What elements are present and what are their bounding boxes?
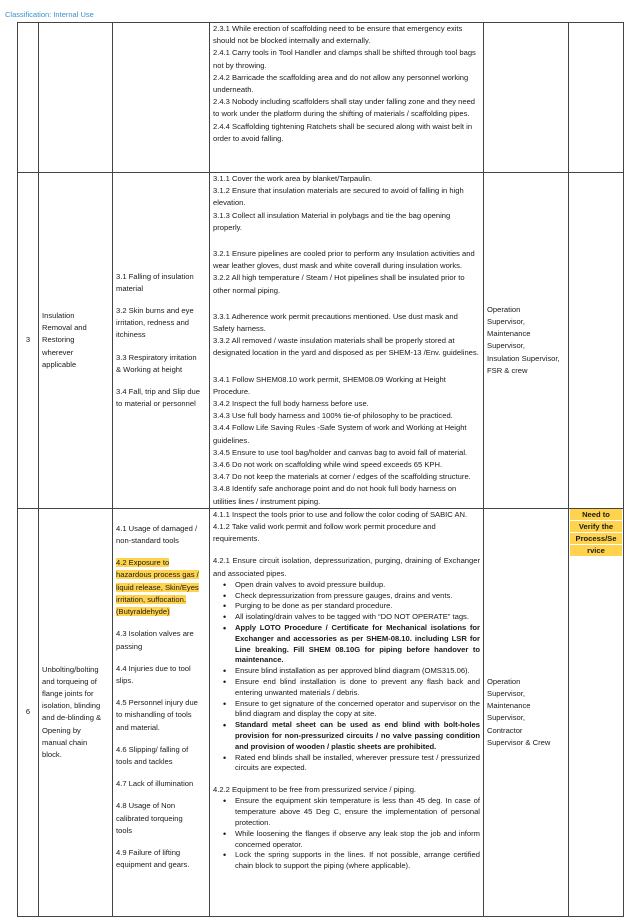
hazard-line: passing [116, 641, 143, 651]
responsible-line: Operation [487, 304, 521, 314]
control-line: 3.4.1 Follow SHEM08.10 work permit, SHEM08.09 Working at Height [213, 374, 446, 384]
hazard-line: hazardous process gas / [116, 570, 199, 580]
row-number: 6 [18, 508, 39, 916]
activity-line: Insulation [42, 310, 75, 320]
verify-line: Process/Se [570, 533, 622, 544]
verify-line: rvice [570, 545, 622, 556]
control-line: 4.1.2 Take valid work permit and follow work permit procedure and [213, 522, 436, 532]
control-line: 3.4.3 Use full body harness and 100% tie-of philosophy to be practiced. [213, 411, 453, 421]
control-measures-cell [210, 23, 484, 173]
responsible-cell [484, 173, 569, 509]
control-line: 3.4.7 Do not keep the materials at corner / edges of the scaffolding structure. [213, 472, 471, 482]
classification-label: Classification: Internal Use [5, 10, 94, 19]
section-4-2-1-title: 4.2.1 Ensure circuit isolation, depressurization, purging, draining of Exchanger and associated pipes. [213, 556, 480, 578]
responsible-line: Operation [487, 676, 521, 686]
bullet-item: • Purging to be done as per standard procedure. [235, 601, 480, 612]
bullet-item: • Ensure to get signature of the concerned operator and supervisor on the blind diagram and display the copy at site. [235, 699, 480, 721]
verify-line: Verify the [570, 521, 622, 532]
hazard-line: itchiness [116, 330, 146, 340]
activity-line: and de-blinding & [42, 713, 102, 723]
control-line: 3.4.2 Inspect the full body harness before use. [213, 399, 369, 409]
section-4-2-2-bullets [213, 796, 480, 872]
verify-cell [569, 23, 624, 173]
control-line: 3.2.2 All high temperature / Steam / Hot pipelines shall be insulated prior to [213, 273, 465, 283]
risk-assessment-table [17, 22, 624, 917]
responsible-cell [484, 508, 569, 916]
hazard-line: and material. [116, 722, 160, 732]
bullet-item: • Ensure blind installation as per approved blind diagram (OMS315.06). [235, 666, 480, 677]
hazard-cell [113, 173, 210, 509]
bullet-item: • Check depressurization from pressure gauges, drains and vents. [235, 591, 480, 602]
hazard-line: (Butyraldehyde) [116, 607, 170, 617]
control-line: other normal piping. [213, 285, 281, 295]
hazard-item [116, 697, 206, 734]
hazard-line: 4.4 Injuries due to tool [116, 663, 191, 673]
hazard-item [116, 663, 206, 687]
verify-cell [569, 508, 624, 916]
control-line: 3.4.4 Follow Life Saving Rules -Safe System of work and Working at Height [213, 423, 467, 433]
section-4-2-1-bullets [213, 580, 480, 774]
control-line: 3.4.6 Do not work on scaffolding while wind speed exceeds 65 KPH. [213, 460, 443, 470]
responsible-line: Insulation Supervisor, [487, 353, 560, 363]
hazard-line: 4.5 Personnel injury due [116, 698, 198, 708]
responsible-line: Contractor [487, 725, 523, 735]
responsible-line: Supervisor, [487, 688, 525, 698]
responsible-text [487, 304, 565, 377]
control-line: 3.2.1 Ensure pipelines are cooled prior to perform any Insulation activities and [213, 249, 475, 259]
responsible-line: Maintenance [487, 701, 531, 711]
verify-cell [569, 173, 624, 509]
activity-line: Unbolting/bolting [42, 664, 99, 674]
bullet-item: • Ensure the equipment skin temperature is less than 45 deg. In case of temperature above 45 Deg C, ensure the implementation of personal protection. [235, 796, 480, 828]
control-line: 3.4.8 Identify safe anchorage point and do not hook full body harness on [213, 484, 457, 494]
hazard-line: irritation, redness and [116, 318, 190, 328]
activity-line: and torqueing of [42, 676, 97, 686]
control-line: underneath. [213, 85, 254, 95]
hazard-line: 4.7 Lack of illumination [116, 779, 194, 789]
control-line: guidelines. [213, 435, 250, 445]
hazard-cell [113, 23, 210, 173]
verify-note [570, 509, 622, 558]
table-row-unbolting [18, 508, 624, 916]
table-row-scaffolding-continued [18, 23, 624, 173]
activity-cell [39, 173, 113, 509]
hazard-list [116, 509, 206, 871]
activity-text [42, 310, 109, 371]
responsible-text [487, 676, 565, 749]
section-4-2-2-title: 4.2.2 Equipment to be free from pressurized service / piping. [213, 785, 417, 795]
row-number: 3 [18, 173, 39, 509]
row-number-cell [18, 23, 39, 173]
hazard-line: 3.2 Skin burns and eye [116, 305, 194, 315]
activity-line: block. [42, 749, 62, 759]
hazard-line: 4.9 Failure of lifting [116, 847, 181, 857]
control-line: 3.1.2 Ensure that insulation materials are secured to avoid of falling in high [213, 186, 464, 196]
control-line: 2.4.2 Barricade the scaffolding area and do not allow any personnel working [213, 72, 469, 82]
responsible-line: FSR & crew [487, 365, 528, 375]
hazard-line: 4.3 Isolation valves are [116, 629, 194, 639]
table-row-insulation [18, 173, 624, 509]
control-line: 3.1.1 Cover the work area by blanket/Tarpaulin. [213, 174, 373, 183]
control-line: 3.4.5 Ensure to use tool bag/holder and canvas bag to avoid fall of material. [213, 447, 468, 457]
control-measures-cell [210, 508, 484, 916]
control-line: designated location in the yard and disposed as per SHEM-13 /Env. guidelines. [213, 348, 479, 358]
bullet-item: • While loosening the flanges if observe any leak stop the job and inform concerned operator. [235, 829, 480, 851]
control-lines [213, 173, 480, 508]
hazard-line: 4.2 Exposure to [116, 558, 170, 568]
hazard-cell [113, 508, 210, 916]
hazard-item [116, 744, 206, 768]
hazard-item [116, 800, 206, 837]
hazard-item [116, 847, 206, 871]
bullet-item: • Rated end blinds shall be installed, wherever pressure test / pressurized circuits are expected. [235, 753, 480, 775]
responsible-line: Supervisor, [487, 713, 525, 723]
verify-line: Need to [570, 509, 622, 520]
hazard-line: liquid release, Skin/Eyes [116, 582, 199, 592]
control-line: utilities lines / instrument piping. [213, 496, 321, 506]
activity-line: Opening by [42, 725, 81, 735]
bullet-item: • Standard metal sheet can be used as end blind with bolt-holes provision for non-pressurized circuits / no valve passing condition and provision of wooden / plastic sheets are prohibited. [235, 720, 480, 752]
hazard-item [116, 628, 206, 652]
control-line: to work under the platform during the shifting of materials / scaffolding pipes. [213, 109, 470, 119]
responsible-line: Supervisor & Crew [487, 737, 551, 747]
control-line: 2.3.1 While erection of scaffolding need to be ensure that emergency exits [213, 24, 463, 33]
control-line: 3.1.3 Collect all insulation Material in polybags and tie the bag opening [213, 210, 451, 220]
control-line: 2.4.4 Scaffolding tightening Ratchets shall be secured along with waist belt in [213, 121, 473, 131]
control-line: order to avoid falling. [213, 133, 284, 143]
control-line: elevation. [213, 198, 246, 208]
control-line: 2.4.3 Nobody including scaffolders shall stay under falling zone and they need [213, 97, 476, 107]
hazard-line: 4.6 Slipping/ falling of [116, 744, 189, 754]
hazard-line: tools and tackles [116, 756, 173, 766]
hazard-line: 3.4 Fall, trip and Slip due [116, 386, 201, 396]
responsible-line: Supervisor, [487, 317, 525, 327]
hazard-line: material [116, 283, 144, 293]
hazard-line: slips. [116, 675, 134, 685]
activity-line: isolation, blinding [42, 701, 101, 711]
hazard-line: non-standard tools [116, 536, 179, 546]
hazard-line: & Working at height [116, 364, 183, 374]
bullet-item: • Apply LOTO Procedure / Certificate for Mechanical isolations for Exchanger and accessories as per SHEM-08.10. including LSR for Line breaking. Fill SHEM 08.10G for piping before handover to maintenance. [235, 623, 480, 666]
activity-cell [39, 508, 113, 916]
control-line: Procedure. [213, 386, 251, 396]
activity-line: Restoring [42, 335, 75, 345]
bullet-item: • Open drain valves to avoid pressure buildup. [235, 580, 480, 591]
responsible-line: Supervisor, [487, 341, 525, 351]
hazard-line: irritation, suffocation. [116, 594, 186, 604]
bullet-item: • Ensure end blind installation is done to prevent any flash back and entering unwanted materials / debris. [235, 677, 480, 699]
hazard-line: 4.1 Usage of damaged / [116, 523, 198, 533]
responsible-cell [484, 23, 569, 173]
activity-text [42, 664, 109, 762]
bullet-item: • Lock the spring supports in the lines. If not possible, arrange certified chain block to support the piping (where applicable). [235, 850, 480, 872]
responsible-line: Maintenance [487, 329, 531, 339]
control-measures-cell [210, 173, 484, 509]
activity-cell [39, 23, 113, 173]
control-lines [213, 23, 480, 145]
hazard-line: 3.3 Respiratory irritation [116, 352, 197, 362]
hazard-line: 4.8 Usage of Non [116, 801, 176, 811]
activity-line: manual chain [42, 737, 88, 747]
hazard-item [116, 778, 206, 790]
control-line: properly. [213, 222, 242, 232]
hazard-line: 3.1 Falling of insulation [116, 271, 194, 281]
control-line: requirements. [213, 534, 260, 544]
activity-line: applicable [42, 359, 77, 369]
control-line: wear leather gloves, dust mask and white coverall during insulation works. [213, 261, 463, 271]
control-line: Safety harness. [213, 324, 266, 334]
hazard-list [116, 271, 206, 411]
activity-line: Removal and [42, 323, 87, 333]
hazard-item [116, 557, 206, 618]
control-line: should not be blocked internally and externally. [213, 36, 371, 46]
hazard-line: calibrated torqueing [116, 813, 183, 823]
control-intro-lines [213, 509, 480, 546]
bullet-item: • All isolating/drain valves to be tagged with “DO NOT OPERATE” tags. [235, 612, 480, 623]
activity-line: wherever [42, 347, 74, 357]
hazard-line: equipment and gears. [116, 860, 190, 870]
control-line: 4.1.1 Inspect the tools prior to use and follow the color coding of SABIC AN. [213, 509, 468, 519]
hazard-item [116, 523, 206, 547]
control-line: not by throwing. [213, 60, 267, 70]
activity-line: flange joints for [42, 688, 94, 698]
control-line: 2.4.1 Carry tools in Tool Handler and clamps shall be shifted through tool bags [213, 48, 476, 58]
control-line: 3.3.2 All removed / waste insulation materials shall be properly stored at [213, 336, 455, 346]
hazard-line: tools [116, 825, 133, 835]
hazard-line: to material or personnel [116, 399, 196, 409]
hazard-line: to mishandling of tools [116, 710, 192, 720]
control-line: 3.3.1 Adherence work permit precautions mentioned. Use dust mask and [213, 311, 458, 321]
